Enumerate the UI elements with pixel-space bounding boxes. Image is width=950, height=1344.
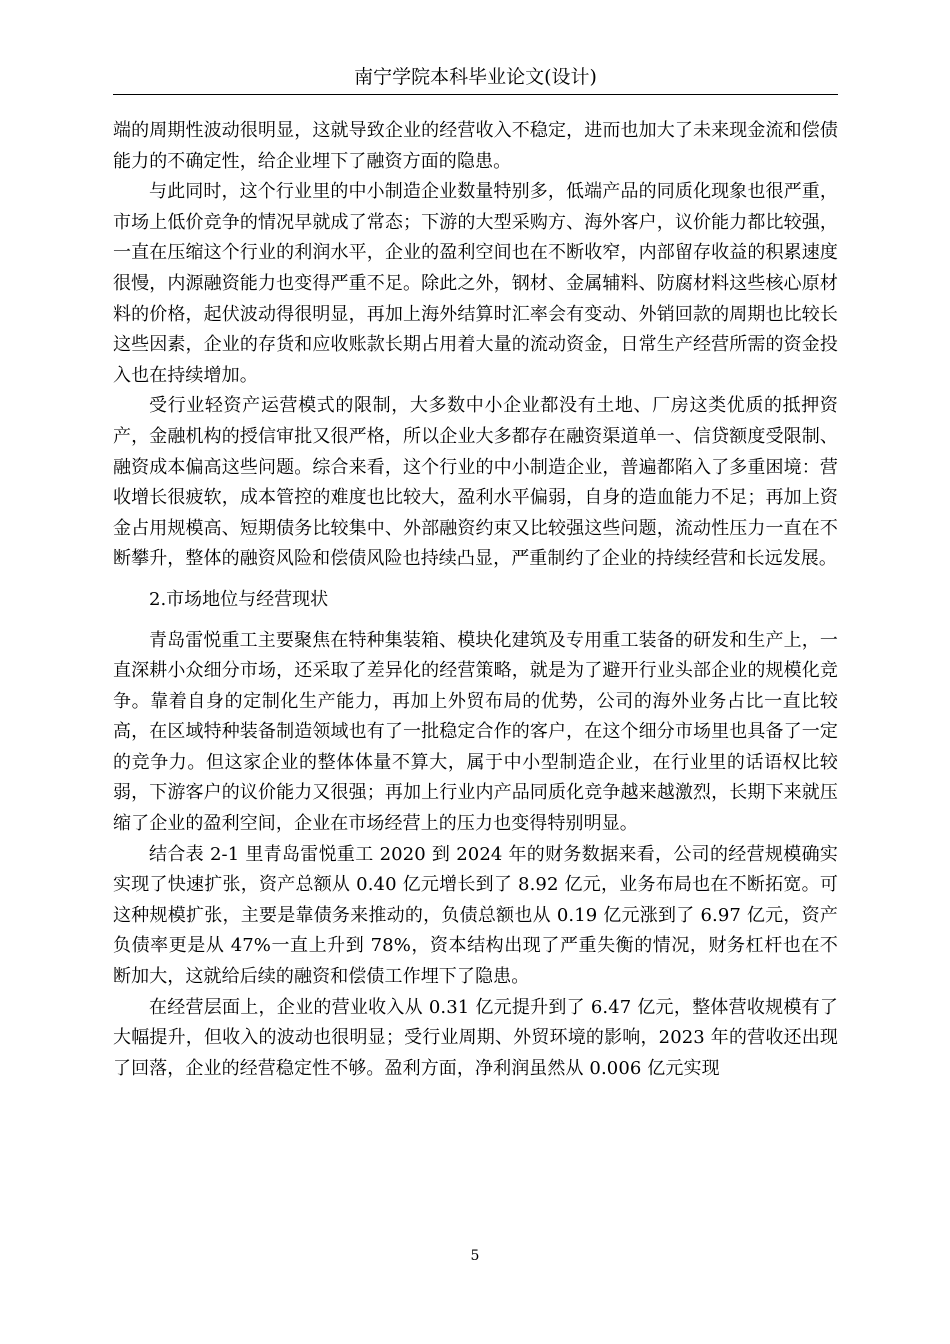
paragraph: 青岛雷悦重工主要聚焦在特种集装箱、模块化建筑及专用重工装备的研发和生产上，一直深耕小众细分市场，还采取了差异化的经营策略，就是为了避开行业头部企业的规模化竞争。靠着自身的定制化生产能力，再加上外贸布局的优势，公司的海外业务占比一直比较高，在区域特种装备制造领域也有了一批稳定合作的客户，在这个细分市场里也具备了一定的竞争力。但这家企业的整体体量不算大，属于中小型制造企业，在行业里的话语权比较弱，下游客户的议价能力又很强；再加上行业内产品同质化竞争越来越激烈，长期下来就压缩了企业的盈利空间，企业在市场经营上的压力也变得特别明显。	[113, 629, 838, 835]
paragraph: 结合表 2-1 里青岛雷悦重工 2020 到 2024 年的财务数据来看，公司的经营规模确实实现了快速扩张，资产总额从 0.40 亿元增长到了 8.92 亿元，业务布局也在不断拓宽。可这种规模扩张，主要是靠债务来推动的，负债总额也从 0.19 亿元涨到了 6.97 亿元，资产负债率更是从 47%一直上升到 78%，资本结构出现了严重失衡的情况，财务杠杆也在不断加大，这就给后续的融资和偿债工作埋下了隐患。	[113, 843, 838, 988]
header-title: 南宁学院本科毕业论文(设计)	[354, 66, 597, 88]
paragraph: 受行业轻资产运营模式的限制，大多数中小企业都没有土地、厂房这类优质的抵押资产，金融机构的授信审批又很严格，所以企业大多都存在融资渠道单一、信贷额度受限制、融资成本偏高这些问题。综合来看，这个行业的中小制造企业，普遍都陷入了多重困境：营收增长很疲软，成本管控的难度也比较大，盈利水平偏弱，自身的造血能力不足；再加上资金占用规模高、短期债务比较集中、外部融资约束又比较强这些问题，流动性压力一直在不断攀升，整体的融资风险和偿债风险也持续凸显，严重制约了企业的持续经营和长远发展。	[113, 395, 838, 570]
document-body	[113, 116, 838, 1084]
paragraph: 与此同时，这个行业里的中小制造企业数量特别多，低端产品的同质化现象也很严重，市场上低价竞争的情况早就成了常态；下游的大型采购方、海外客户，议价能力都比较强，一直在压缩这个行业的利润水平，企业的盈利空间也在不断收窄，内部留存收益的积累速度很慢，内源融资能力也变得严重不足。除此之外，钢材、金属辅料、防腐材料这些核心原材料的价格，起伏波动得很明显，再加上海外结算时汇率会有变动、外销回款的周期也比较长这些因素，企业的存货和应收账款长期占用着大量的流动资金，日常生产经营所需的资金投入也在持续增加。	[113, 181, 838, 386]
paragraph: 在经营层面上，企业的营业收入从 0.31 亿元提升到了 6.47 亿元，整体营收规模有了大幅提升，但收入的波动也很明显；受行业周期、外贸环境的影响，2023 年的营收还出现了回落，企业的经营稳定性不够。盈利方面，净利润虽然从 0.006 亿元实现	[113, 996, 838, 1079]
page-header	[113, 60, 838, 95]
paragraph-continuation: 端的周期性波动很明显，这就导致企业的经营收入不稳定，进而也加大了未来现金流和偿债能力的不确定性，给企业埋下了融资方面的隐患。	[113, 120, 838, 172]
section-heading: 2.市场地位与经营现状	[149, 588, 329, 610]
page-number: 5	[470, 1248, 480, 1264]
